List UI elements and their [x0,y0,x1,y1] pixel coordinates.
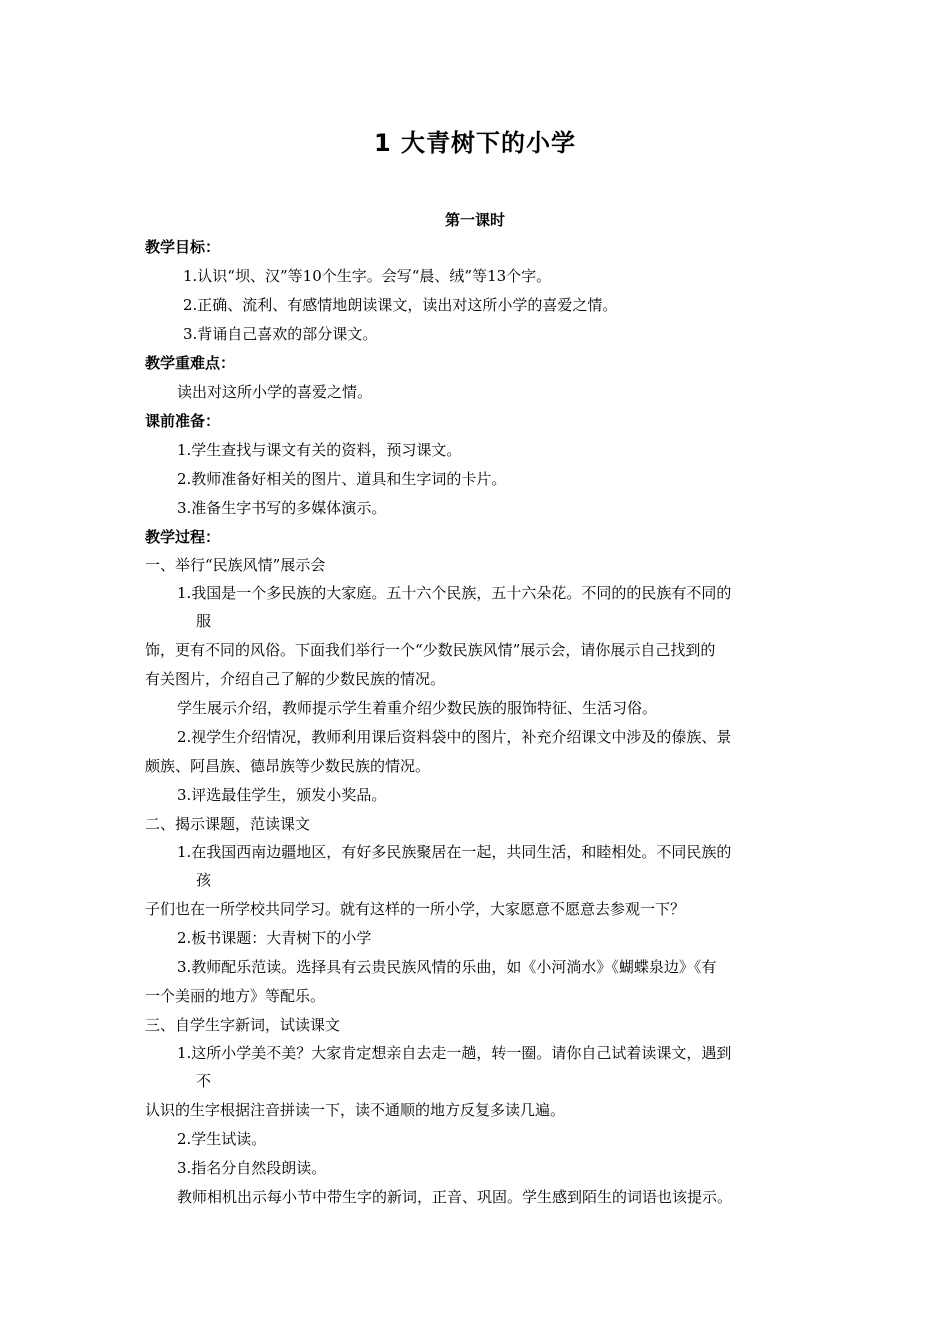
paragraph-line: 2.视学生介绍情况，教师利用课后资料袋中的图片，补充介绍课文中涉及的傣族、景 [177,728,732,746]
lesson-title: 1 大青树下的小学 [373,129,577,157]
process-heading: 教学过程： [145,528,221,546]
section-title: 一、举行“民族风情”展示会 [145,556,326,574]
paragraph-line: 3.教师配乐范读。选择具有云贵民族风情的乐曲，如《小河淌水》《蝴蝶泉边》《有 [177,958,717,976]
paragraph-line: 有关图片，介绍自己了解的少数民族的情况。 [145,670,446,688]
paragraph-line: 子们也在一所学校共同学习。就有这样的一所小学，大家愿意不愿意去参观一下？ [145,900,686,918]
objectives-heading: 教学目标： [145,238,221,256]
section-title: 三、自学生字新词，试读课文 [145,1016,341,1034]
paragraph-line: 服 [196,612,212,630]
lesson-period: 第一课时 [444,211,505,229]
key-points-text: 读出对这所小学的喜爱之情。 [177,383,373,401]
paragraph-line: 颇族、阿昌族、德昂族等少数民族的情况。 [145,757,431,775]
paragraph-line: 1.这所小学美不美？大家肯定想亲自去走一趟，转一圈。请你自己试着读课文，遇到 [177,1044,732,1062]
key-points-heading: 教学重难点： [145,354,236,372]
paragraph-line: 一个美丽的地方》等配乐。 [145,987,326,1005]
section-title: 二、揭示课题，范读课文 [145,815,311,833]
objective-item: 3.背诵自己喜欢的部分课文。 [183,325,378,343]
objective-item: 2.正确、流利、有感情地朗读课文，读出对这所小学的喜爱之情。 [183,296,618,314]
paragraph-line: 1.我国是一个多民族的大家庭。五十六个民族，五十六朵花。不同的的民族有不同的 [177,584,732,602]
paragraph-line: 教师相机出示每小节中带生字的新词，正音、巩固。学生感到陌生的词语也该提示。 [177,1188,733,1206]
paragraph-line: 2.学生试读。 [177,1130,267,1148]
paragraph-line: 学生展示介绍，教师提示学生着重介绍少数民族的服饰特征、生活习俗。 [177,699,658,717]
paragraph-line: 不 [196,1072,212,1090]
preparation-item: 2.教师准备好相关的图片、道具和生字词的卡片。 [177,470,507,488]
preparation-item: 1.学生查找与课文有关的资料，预习课文。 [177,441,462,459]
paragraph-line: 3.评选最佳学生，颁发小奖品。 [177,786,387,804]
paragraph-line: 孩 [196,871,212,889]
paragraph-line: 饰，更有不同的风俗。下面我们举行一个“少数民族风情”展示会，请你展示自己找到的 [145,641,716,659]
paragraph-line: 2.板书课题：大青树下的小学 [177,929,372,947]
objective-item: 1.认识“坝、汉”等10个生字。会写“晨、绒”等13个字。 [183,267,552,285]
paragraph-line: 1.在我国西南边疆地区，有好多民族聚居在一起，共同生活，和睦相处。不同民族的 [177,843,732,861]
paragraph-line: 认识的生字根据注音拼读一下，读不通顺的地方反复多读几遍。 [145,1101,566,1119]
paragraph-line: 3.指名分自然段朗读。 [177,1159,327,1177]
preparation-heading: 课前准备： [145,412,221,430]
preparation-item: 3.准备生字书写的多媒体演示。 [177,499,387,517]
